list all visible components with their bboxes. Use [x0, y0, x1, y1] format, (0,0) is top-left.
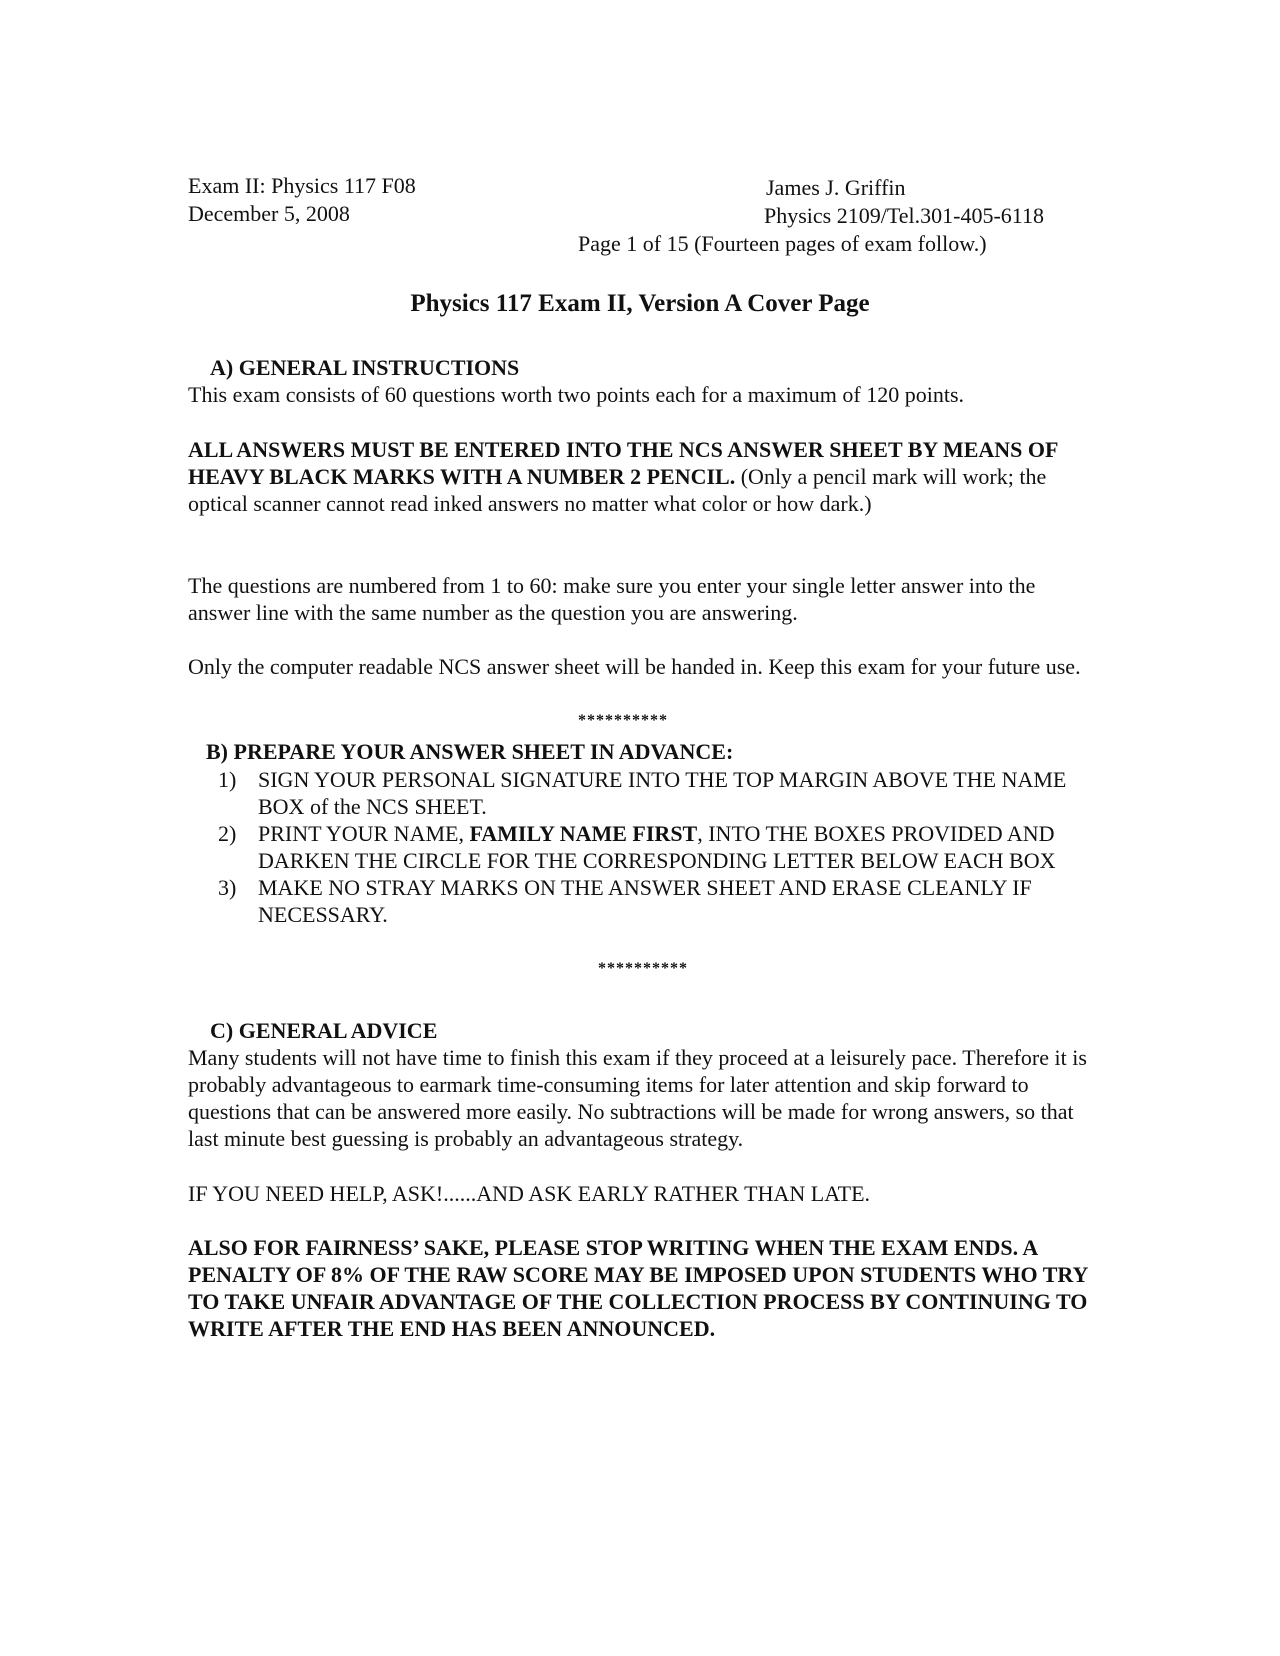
list-item-number: 1) [218, 767, 237, 792]
list-item-number: 2) [218, 821, 237, 846]
page-info: Page 1 of 15 (Fourteen pages of exam follow.) [578, 231, 987, 256]
pencil-notice-rest: (Only a pencil mark will work; the optical scanner cannot read inked answers no matter what color or how dark.) [188, 464, 1047, 516]
exam-course-line: Exam II: Physics 117 F08 [188, 173, 416, 198]
section-c-heading: C) GENERAL ADVICE [210, 1018, 438, 1043]
list-item [218, 766, 1098, 820]
general-advice: Many students will not have time to finish this exam if they proceed at a leisurely pace. Therefore it is probably advantageous to earmark time-consuming items for later attention and skip forward to questions that can be answered more easily. No subtractions will be made for wrong answers, so that last minute best guessing is probably an advantageous strategy. [188, 1045, 1087, 1151]
section-b-heading: B) PREPARE YOUR ANSWER SHEET IN ADVANCE: [206, 739, 734, 764]
fairness-notice: ALSO FOR FAIRNESS’ SAKE, PLEASE STOP WRITING WHEN THE EXAM ENDS. A PENALTY OF 8% OF THE RAW SCORE MAY BE IMPOSED UPON STUDENTS WHO TRY TO TAKE UNFAIR ADVANTAGE OF THE COLLECTION PROCESS BY CONTINUING TO WRITE AFTER THE END HAS BEEN ANNOUNCED. [188, 1235, 1088, 1341]
section-a-heading: A) GENERAL INSTRUCTIONS [210, 355, 520, 380]
author-contact: Physics 2109/Tel.301-405-6118 [764, 203, 1044, 228]
separator-stars-1: ********** [578, 712, 668, 729]
family-name-first: FAMILY NAME FIRST [469, 821, 698, 846]
help-line: IF YOU NEED HELP, ASK!......AND ASK EARLY RATHER THAN LATE. [188, 1181, 871, 1206]
pencil-notice-bold: ALL ANSWERS MUST BE ENTERED INTO THE NCS ANSWER SHEET BY MEANS OF HEAVY BLACK MARKS WITH A NUMBER 2 PENCIL. [188, 437, 1058, 489]
list-item-text-post: , INTO THE BOXES PROVIDED AND DARKEN THE CIRCLE FOR THE CORRESPONDING LETTER BELOW EACH BOX [258, 821, 1056, 873]
list-item [218, 820, 1098, 874]
section-a-intro: This exam consists of 60 questions worth two points each for a maximum of 120 points. [188, 382, 965, 407]
separator-stars-2: ********** [598, 960, 688, 977]
pencil-notice [188, 436, 1088, 517]
page-title: Physics 117 Exam II, Version A Cover Page [410, 290, 870, 317]
list-item [218, 874, 1098, 928]
list-item-number: 3) [218, 875, 237, 900]
list-item-text [258, 820, 1098, 874]
exam-date: December 5, 2008 [188, 201, 350, 226]
answer-sheet-steps [218, 766, 1098, 928]
hand-in-instruction: Only the computer readable NCS answer sheet will be handed in. Keep this exam for your future use. [188, 654, 1081, 679]
author-name: James J. Griffin [766, 175, 906, 200]
numbering-instruction: The questions are numbered from 1 to 60: make sure you enter your single letter answer into the answer line with the same number as the question you are answering. [188, 573, 1036, 625]
list-item-text: MAKE NO STRAY MARKS ON THE ANSWER SHEET AND ERASE CLEANLY IF NECESSARY. [258, 875, 1032, 927]
list-item-text: SIGN YOUR PERSONAL SIGNATURE INTO THE TOP MARGIN ABOVE THE NAME BOX of the NCS SHEET. [258, 767, 1067, 819]
list-item-text-pre: PRINT YOUR NAME, [258, 821, 470, 846]
